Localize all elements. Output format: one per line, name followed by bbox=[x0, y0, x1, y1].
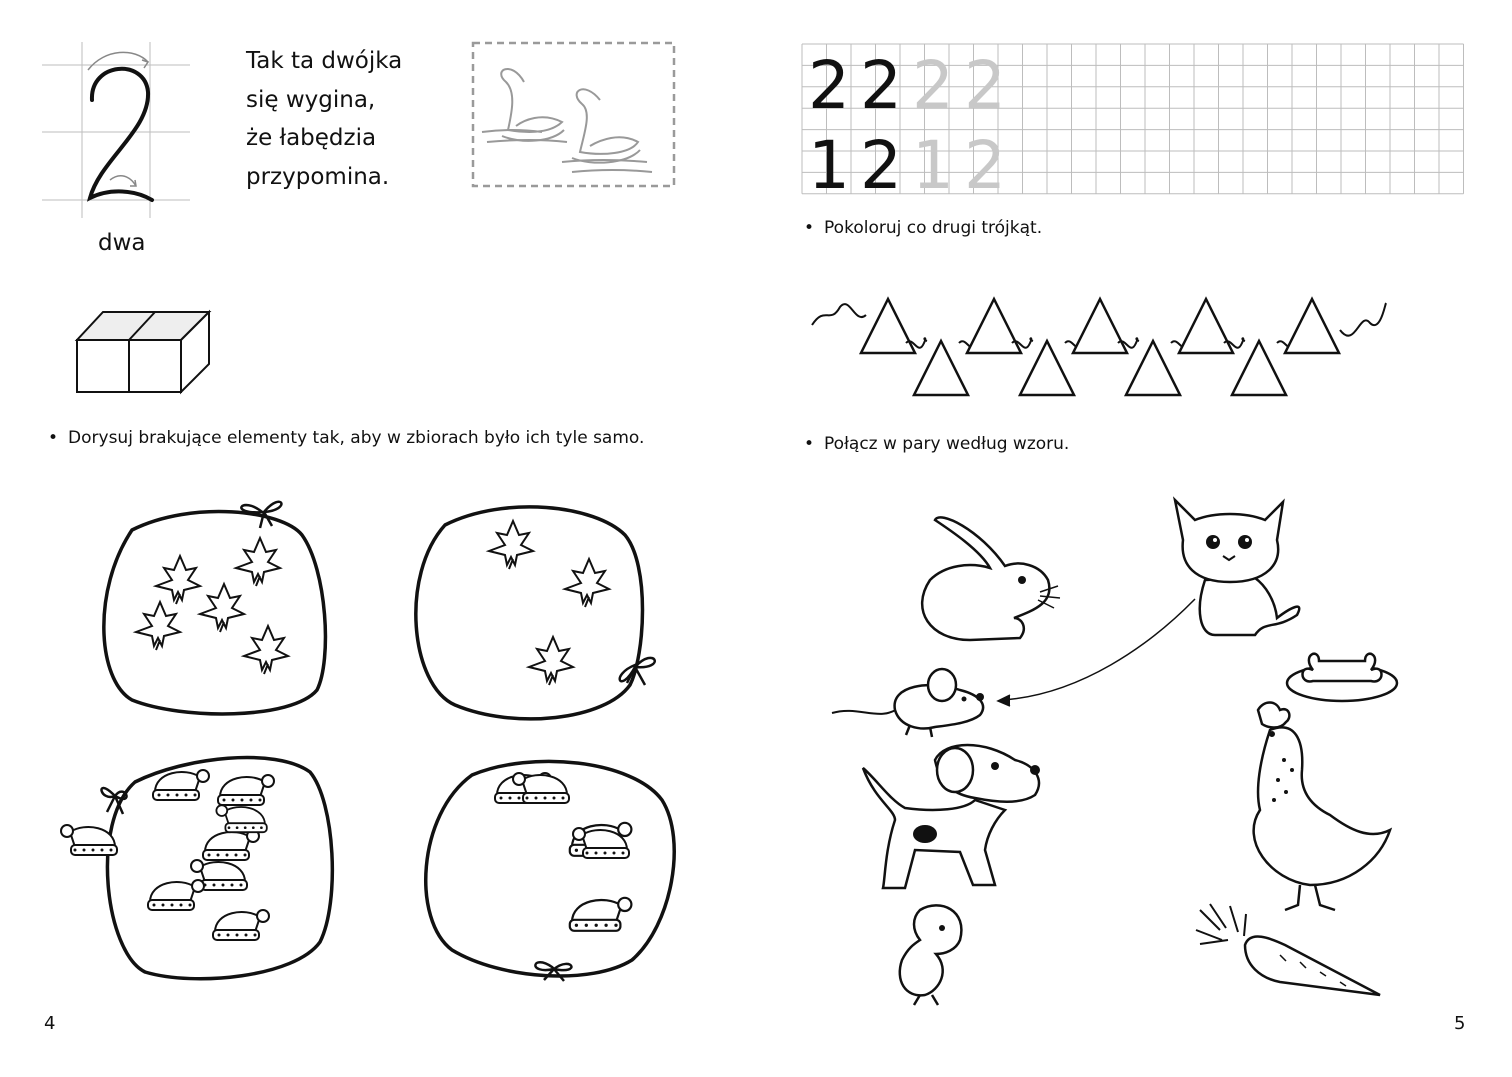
triangle[interactable] bbox=[1126, 341, 1180, 395]
poem-line: przypomina. bbox=[246, 163, 390, 190]
chick-icon[interactable] bbox=[890, 900, 970, 1010]
tracing-digit: 1 bbox=[808, 127, 850, 204]
tracing-digit: 2 bbox=[964, 127, 1006, 204]
dog-icon[interactable] bbox=[855, 740, 1050, 895]
two-cubes-illustration bbox=[75, 310, 215, 394]
example-arrow bbox=[990, 595, 1200, 710]
page-number-right: 5 bbox=[1454, 1013, 1466, 1034]
tracing-digit: 1 bbox=[912, 127, 954, 204]
swans-illustration bbox=[472, 42, 675, 187]
triangle[interactable] bbox=[967, 299, 1021, 353]
bone-icon[interactable] bbox=[1285, 645, 1400, 705]
carrot-icon[interactable] bbox=[1190, 900, 1385, 1005]
tracing-digit: 2 bbox=[860, 127, 902, 204]
tracing-digit: 2 bbox=[912, 47, 954, 124]
triangle[interactable] bbox=[861, 299, 915, 353]
triangle[interactable] bbox=[1073, 299, 1127, 353]
digit-two-writing-guide bbox=[40, 40, 200, 220]
mouse-icon[interactable] bbox=[830, 665, 995, 740]
task1-instruction: • Pokoloruj co drugi trójkąt. bbox=[804, 218, 1042, 238]
triangle[interactable] bbox=[1179, 299, 1233, 353]
digit-word: dwa bbox=[98, 230, 146, 256]
task-instruction-draw: • Dorysuj brakujące elementy tak, aby w zbiorach było ich tyle samo. bbox=[48, 428, 644, 448]
task2-instruction: • Połącz w pary według wzoru. bbox=[804, 434, 1069, 454]
set-hats-1[interactable] bbox=[95, 752, 340, 992]
triangle[interactable] bbox=[1020, 341, 1074, 395]
triangle-chain[interactable] bbox=[810, 295, 1390, 400]
set-hats-2[interactable] bbox=[412, 755, 682, 985]
tracing-digit: 2 bbox=[860, 47, 902, 124]
triangle[interactable] bbox=[914, 341, 968, 395]
winter-hat-icon bbox=[61, 825, 117, 855]
poem bbox=[246, 42, 402, 196]
triangle[interactable] bbox=[1285, 299, 1339, 353]
tracing-digit: 2 bbox=[964, 47, 1006, 124]
triangle[interactable] bbox=[1232, 341, 1286, 395]
set-leaves-2[interactable] bbox=[405, 495, 670, 735]
set-leaves-1[interactable] bbox=[92, 490, 332, 730]
tracing-digit: 2 bbox=[808, 47, 850, 124]
poem-line: Tak ta dwójka bbox=[246, 48, 403, 74]
page-number-left: 4 bbox=[44, 1013, 56, 1034]
hen-icon[interactable] bbox=[1240, 700, 1400, 920]
poem-line: się wygina, bbox=[246, 86, 376, 113]
poem-line: że łabędzia bbox=[246, 125, 377, 151]
tracing-grid[interactable] bbox=[802, 44, 1466, 204]
